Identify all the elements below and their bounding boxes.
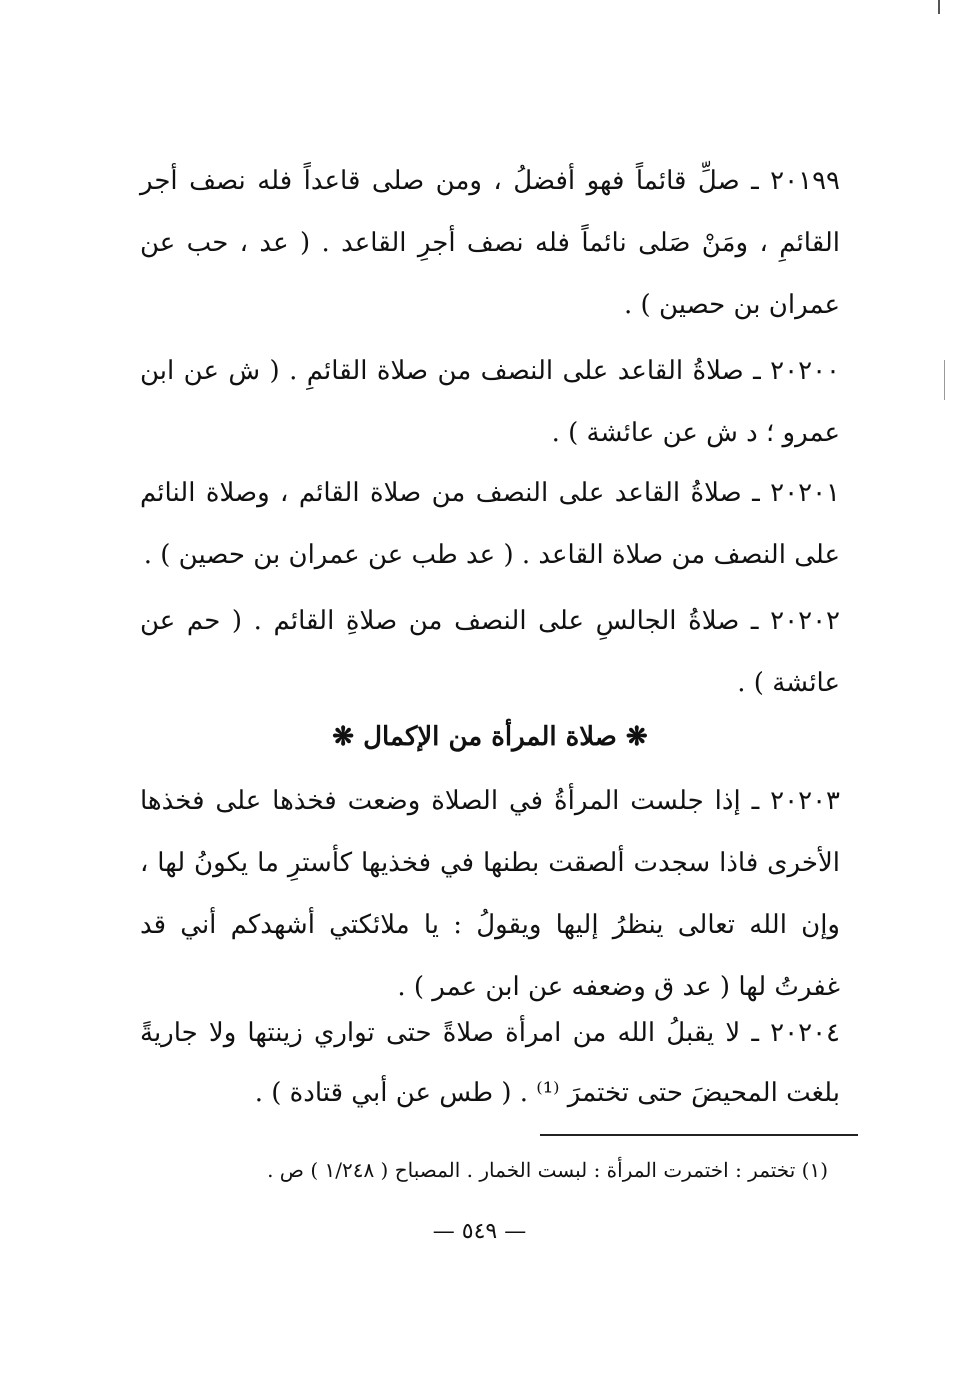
hadith-paragraph: ٢٠٢٠١ ـ صلاةُ القاعد على النصف من صلاة القائم ، وصلاة النائم على النصف من صلاة القاعد . ( عد طب عن عمران بن حصين ) . — [140, 478, 840, 570]
scan-edge-mark — [938, 0, 940, 14]
hadith-paragraph: ٢٠٢٠٤ ـ لا يقبلُ الله من امرأة صلاةً حتى تواري زينتها ولا جاريةً بلغت المحيضَ حتى تختمرَ ⁽¹⁾ . ( طس عن أبي قتادة ) . — [140, 1018, 840, 1108]
hadith-paragraph: ٢٠٢٠٣ ـ إذا جلست المرأةُ في الصلاة وضعت فخذها على فخذها الأخرى فاذا سجدت ألصقت بطنها في فخذيها كأسترِ ما يكونُ لها ، وإن الله تعالى ينظرُ إليها ويقولُ : يا ملائكتي أشهدكم أني قد غفرتُ لها ( عد ق وضعفه عن ابن عمر ) . — [140, 786, 840, 1002]
hadith-paragraph: ٢٠٢٠٢ ـ صلاةُ الجالسِ على النصف من صلاةِ القائم . ( حم عن عائشة ) . — [140, 606, 840, 698]
section-heading: ❋ صلاة المرأة من الإكمال ❋ — [332, 722, 648, 752]
scan-edge-mark — [944, 360, 945, 400]
hadith-paragraph: ٢٠١٩٩ ـ صلِّ قائماً فهو أفضلُ ، ومن صلى قاعداً فله نصف أجر القائمِ ، ومَنْ صَلى نائماً فله نصف أجرِ القاعد . ( عد ، حب عن عمران بن حصين ) . — [140, 166, 840, 320]
hadith-paragraph: ٢٠٢٠٠ ـ صلاةُ القاعد على النصف من صلاة القائمِ . ( ش عن ابن عمرو ؛ د ش عن عائشة ) . — [140, 356, 840, 448]
page-number: — ٥٤٩ — — [432, 1219, 527, 1244]
footnote-divider — [540, 1134, 858, 1136]
footnote: (١) تختمر : اختمرت المرأة : لبست الخمار . المصباح ( ١/٢٤٨ ) ص . — [267, 1158, 828, 1182]
